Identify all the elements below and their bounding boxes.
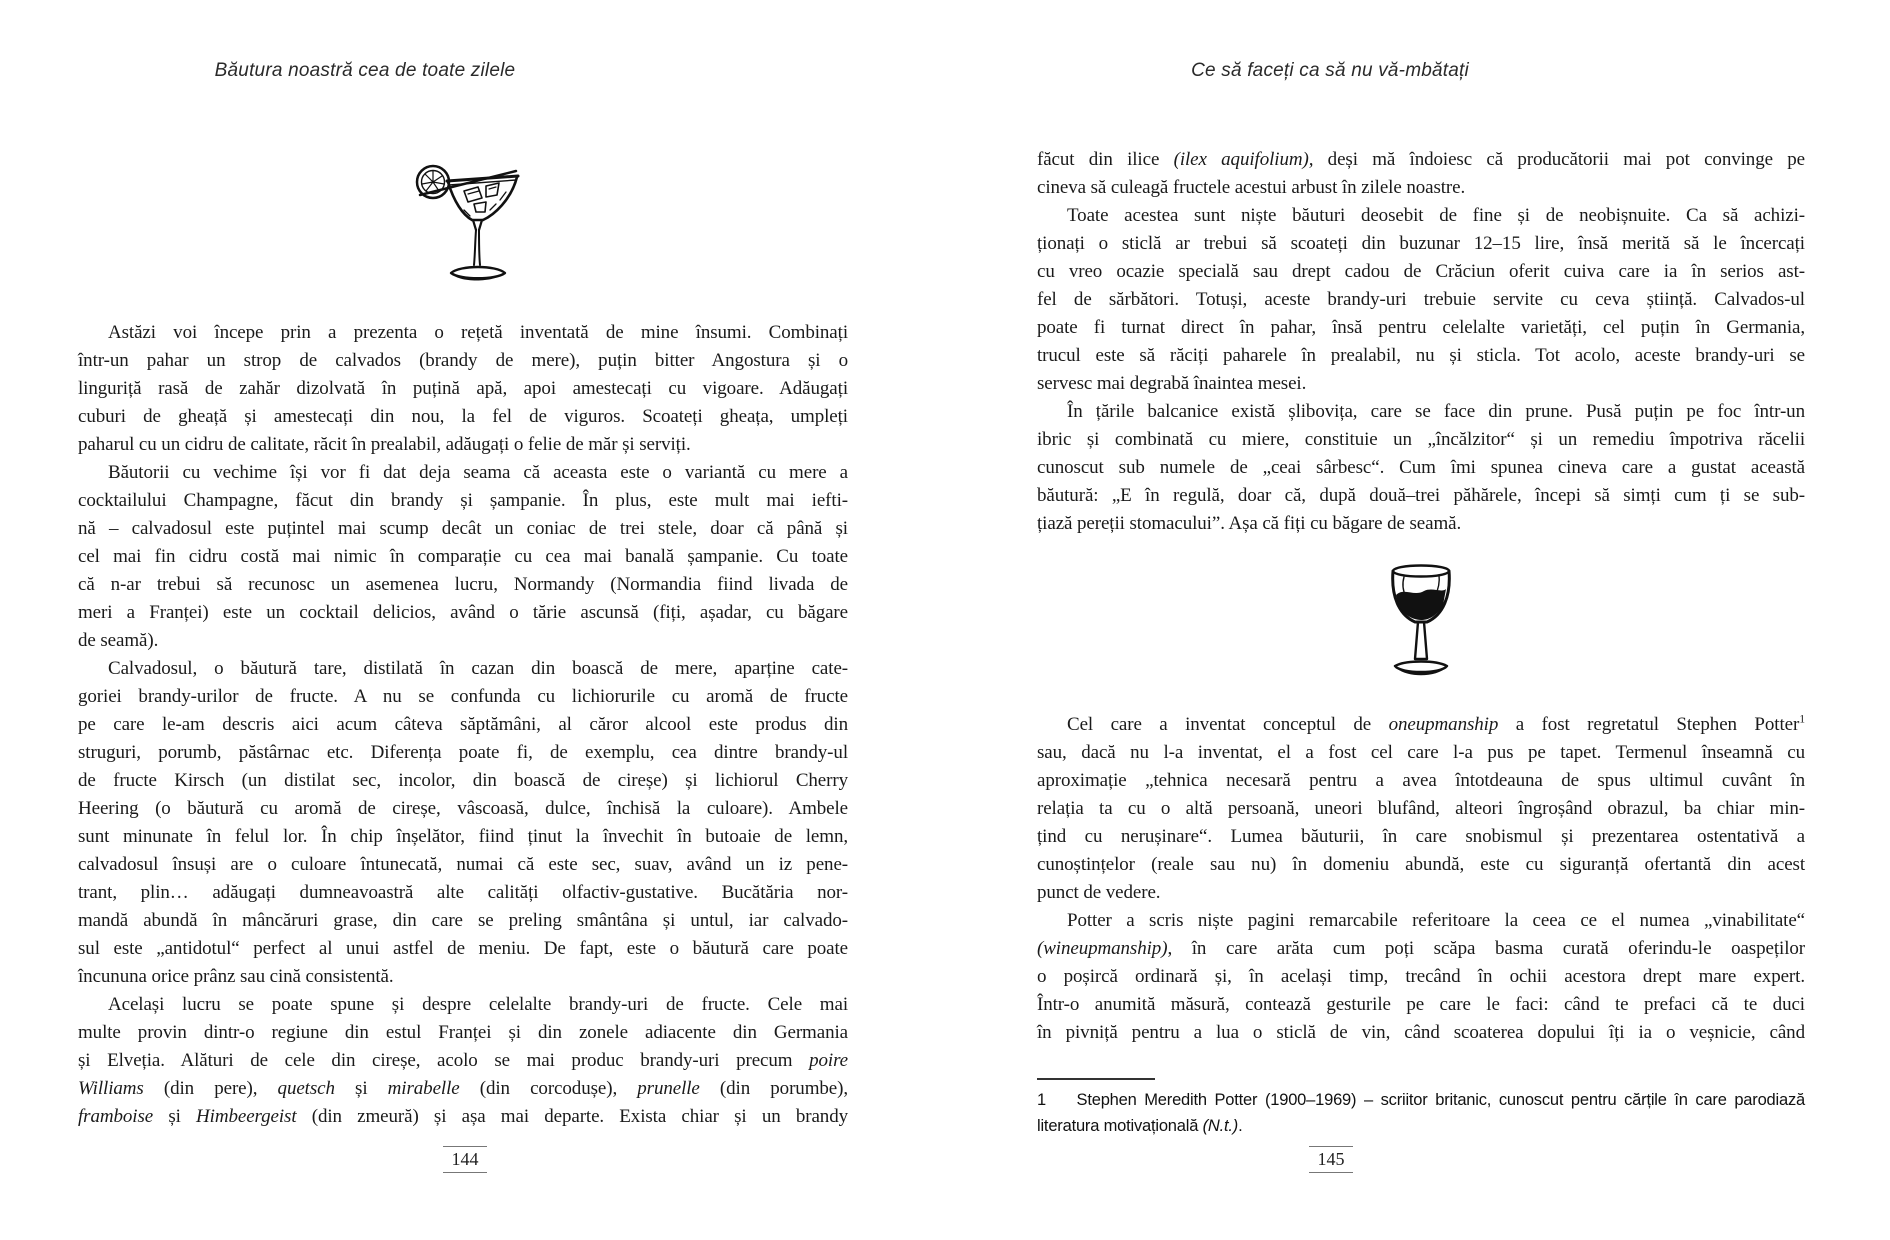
text-line: aproximație „tehnica necesară pentru a avea întotdeauna de spus ultimul cuvânt în — [1037, 770, 1805, 791]
margarita-glass-icon — [406, 160, 530, 296]
wine-glass-icon — [1384, 562, 1458, 690]
text-line: literatura motivațională (N.t.). — [1037, 1117, 1243, 1135]
left-page-body-text — [78, 319, 848, 1131]
text-line: cuburi de gheață și amestecați din nou, la fel de viguros. Scoateți gheața, umpleți — [78, 406, 848, 427]
text-line: cel mai fin cidru costă mai nimic în comparație cu cea mai banală șampanie. Cu toate — [78, 546, 848, 567]
margarita-glass-illustration — [406, 160, 530, 301]
text-line: Calvadosul, o băutură tare, distilată în cazan din boască de mere, aparține cate- — [108, 658, 848, 679]
text-line: Băutorii cu vechime își vor fi dat deja seama că aceasta este o variantă cu mere a — [108, 462, 848, 483]
text-line: ibric și combinată cu miere, constituie un „încălzitor“ și un remediu împotriva răcelii — [1037, 429, 1805, 450]
text-line: goriei brandy-urilor de fructe. A nu se confunda cu lichiorurile cu aromă de fructe — [78, 686, 848, 707]
text-line: (wineupmanship), în care arăta cum poți scăpa basma curată oferindu-le oaspeților — [1037, 938, 1805, 959]
text-line: punct de vedere. — [1037, 882, 1161, 903]
text-line: băutură: „E în regulă, doar că, după două–trei păhărele, începi să simți cum ți se sub- — [1037, 485, 1805, 506]
text-line: Într-o anumită măsură, contează gesturile pe care le faci: când te prefaci că te duci — [1037, 994, 1805, 1015]
running-header-left: Băutura noastră cea de toate zilele — [214, 60, 516, 81]
folio-number: 144 — [451, 1149, 479, 1169]
text-line: cunoscut sub numele de „ceai sârbesc“. Cum îmi spunea cineva care a gustat această — [1037, 457, 1805, 478]
text-line: calvadosul însuși are o culoare întunecată, numai că este sec, suav, având un iz pene- — [78, 854, 848, 875]
text-line: framboise și Himbeergeist (din zmeură) și așa mai departe. Exista chiar și un brandy — [78, 1106, 848, 1127]
text-line: cineva să culeagă fructele acestui arbust în zilele noastre. — [1037, 177, 1466, 198]
footnote-text — [1037, 1087, 1805, 1139]
text-line: într-un pahar un strop de calvados (brandy de mere), puțin bitter Angostura și o — [78, 350, 848, 371]
text-line: mandă abundă în mâncăruri grase, din care se preling smântâna și untul, iar calvado- — [78, 910, 848, 931]
right-page-body-text-top — [1037, 146, 1805, 538]
text-line: struguri, porumb, păstârnac etc. Diferența poate fi, de exemplu, cea dintre brandy-ul — [78, 742, 848, 763]
text-line: paharul cu un cidru de calitate, răcit în prealabil, adăugați o felie de măr și serviți. — [78, 434, 691, 455]
text-line: Același lucru se poate spune și despre celelalte brandy-uri de fructe. Cele mai — [108, 994, 848, 1015]
text-line: țind cu nerușinare“. Lumea băuturii, în care snobismul și prezentarea ostentativă a — [1037, 826, 1805, 847]
text-line: sunt minunate în felul lor. În chip înșelător, fiind ținut la învechit în butoaie de lemn, — [78, 826, 848, 847]
footnote-rule — [1037, 1078, 1155, 1080]
text-line: poate fi turnat direct în pahar, însă pentru celelalte varietăți, cel puțin în Germania, — [1037, 317, 1805, 338]
text-line: o poșircă ordinară și, în același timp, trecând în ochii acestora drept mare expert. — [1037, 966, 1805, 987]
text-line: linguriță rasă de zahăr dizolvată în puțină apă, apoi amestecați cu vigoare. Adăugați — [78, 378, 848, 399]
footnote — [1037, 1078, 1805, 1139]
text-line: trucul este să răciți paharele în prealabil, nu și sticla. Tot acolo, aceste brandy-uri se — [1037, 345, 1805, 366]
running-header-right: Ce să faceți ca să nu vă-mbătați — [1191, 60, 1469, 81]
text-line: Potter a scris niște pagini remarcabile referitoare la ceea ce el numea „vinabilitate“ — [1067, 910, 1805, 931]
text-line: încununa orice prânz sau cină consistentă. — [78, 966, 394, 987]
right-page-body-text-bottom — [1037, 711, 1805, 1047]
text-line: Cel care a inventat conceptul de oneupmanship a fost regretatul Stephen Potter$^1$ — [1067, 712, 1805, 735]
text-line: meri a Franței) este un cocktail delicios, având o tărie ascunsă (fiți, așadar, cu băgare — [78, 602, 848, 623]
text-line: 1 Stephen Meredith Potter (1900–1969) – scriitor britanic, cunoscut pentru cărțile în care parodiază — [1037, 1091, 1805, 1109]
folio-number: 145 — [1317, 1149, 1345, 1169]
page-number-right — [1283, 1146, 1379, 1173]
text-line: țiază pereții stomacului”. Așa că fiți cu băgare de seamă. — [1037, 513, 1462, 534]
text-line: ționați o sticlă ar trebui să scoateți din buzunar 12–15 lire, însă merită să le încercați — [1037, 233, 1805, 254]
text-line: că n-ar trebui să recunosc un asemenea lucru, Normandy (Normandia fiind livada de — [78, 574, 848, 595]
text-line: Williams (din pere), quetsch și mirabelle (din corcodușe), prunelle (din porumbe), — [78, 1078, 849, 1099]
wine-glass-illustration — [1384, 562, 1458, 695]
text-line: Heering (o băutură cu aromă de cireșe, vâscoasă, dulce, închisă la culoare). Ambele — [78, 798, 848, 819]
text-line: trant, plin… adăugați dumneavoastră alte calități olfactiv-gustative. Bucătăria nor- — [78, 882, 848, 903]
text-line: și Elveția. Alături de cele din cireșe, acolo se mai produc brandy-uri precum poire — [78, 1050, 848, 1071]
text-line: făcut din ilice (ilex aquifolium), deși mă îndoiesc că producătorii mai pot convinge pe — [1037, 149, 1805, 170]
folio-rule-bottom — [443, 1172, 487, 1173]
text-line: cocktailului Champagne, făcut din brandy și șampanie. În plus, este mult mai iefti- — [78, 490, 848, 511]
text-line: multe provin dintr-o regiune din estul Franței și din zonele adiacente din Germania — [78, 1022, 848, 1043]
text-line: În țările balcanice există șlibovița, care se face din prune. Pusă puțin pe foc într-un — [1067, 401, 1805, 422]
page-number-left — [417, 1146, 513, 1173]
text-line: sul este „antidotul“ perfect al unui astfel de meniu. De fapt, este o băutură care poate — [78, 938, 848, 959]
text-line: Astăzi voi începe prin a prezenta o rețetă inventată de mine însumi. Combinați — [108, 322, 848, 343]
text-line: servesc mai degrabă înaintea mesei. — [1037, 373, 1307, 394]
folio-rule-bottom — [1309, 1172, 1353, 1173]
text-line: de fructe Kirsch (un distilat sec, incolor, din boască de cireșe) și lichiorul Cherry — [78, 770, 848, 791]
text-line: cunoștințelor (reale sau nu) în domeniu abundă, este cu siguranță ofertantă din acest — [1037, 854, 1805, 875]
text-line: de seamă). — [78, 630, 159, 651]
text-line: fel de sărbători. Totuși, aceste brandy-uri trebuie servite cu ceva știință. Calvados-ul — [1037, 289, 1805, 310]
text-line: nă – calvadosul este puțintel mai scump decât un coniac de trei stele, doar că până și — [78, 518, 848, 539]
text-line: sau, dacă nu l-a inventat, el a fost cel care l-a pus pe tapet. Termenul înseamnă cu — [1037, 742, 1805, 763]
text-line: Toate acestea sunt niște băuturi deosebit de fine și de neobișnuite. Ca să achizi- — [1067, 205, 1805, 226]
text-line: relația ta cu o altă persoană, uneori blufând, alteori îngroșând obrazul, ba chiar min- — [1037, 798, 1805, 819]
text-line: cu vreo ocazie specială sau drept cadou de Crăciun oferit cuiva care ia în serios ast- — [1037, 261, 1805, 282]
text-line: în pivniță pentru a lua o sticlă de vin, când scoaterea dopului îți ia o veșnicie, când — [1037, 1022, 1805, 1043]
text-line: pe care le-am descris aici acum câteva săptămâni, al căror alcool este produs din — [78, 714, 848, 735]
